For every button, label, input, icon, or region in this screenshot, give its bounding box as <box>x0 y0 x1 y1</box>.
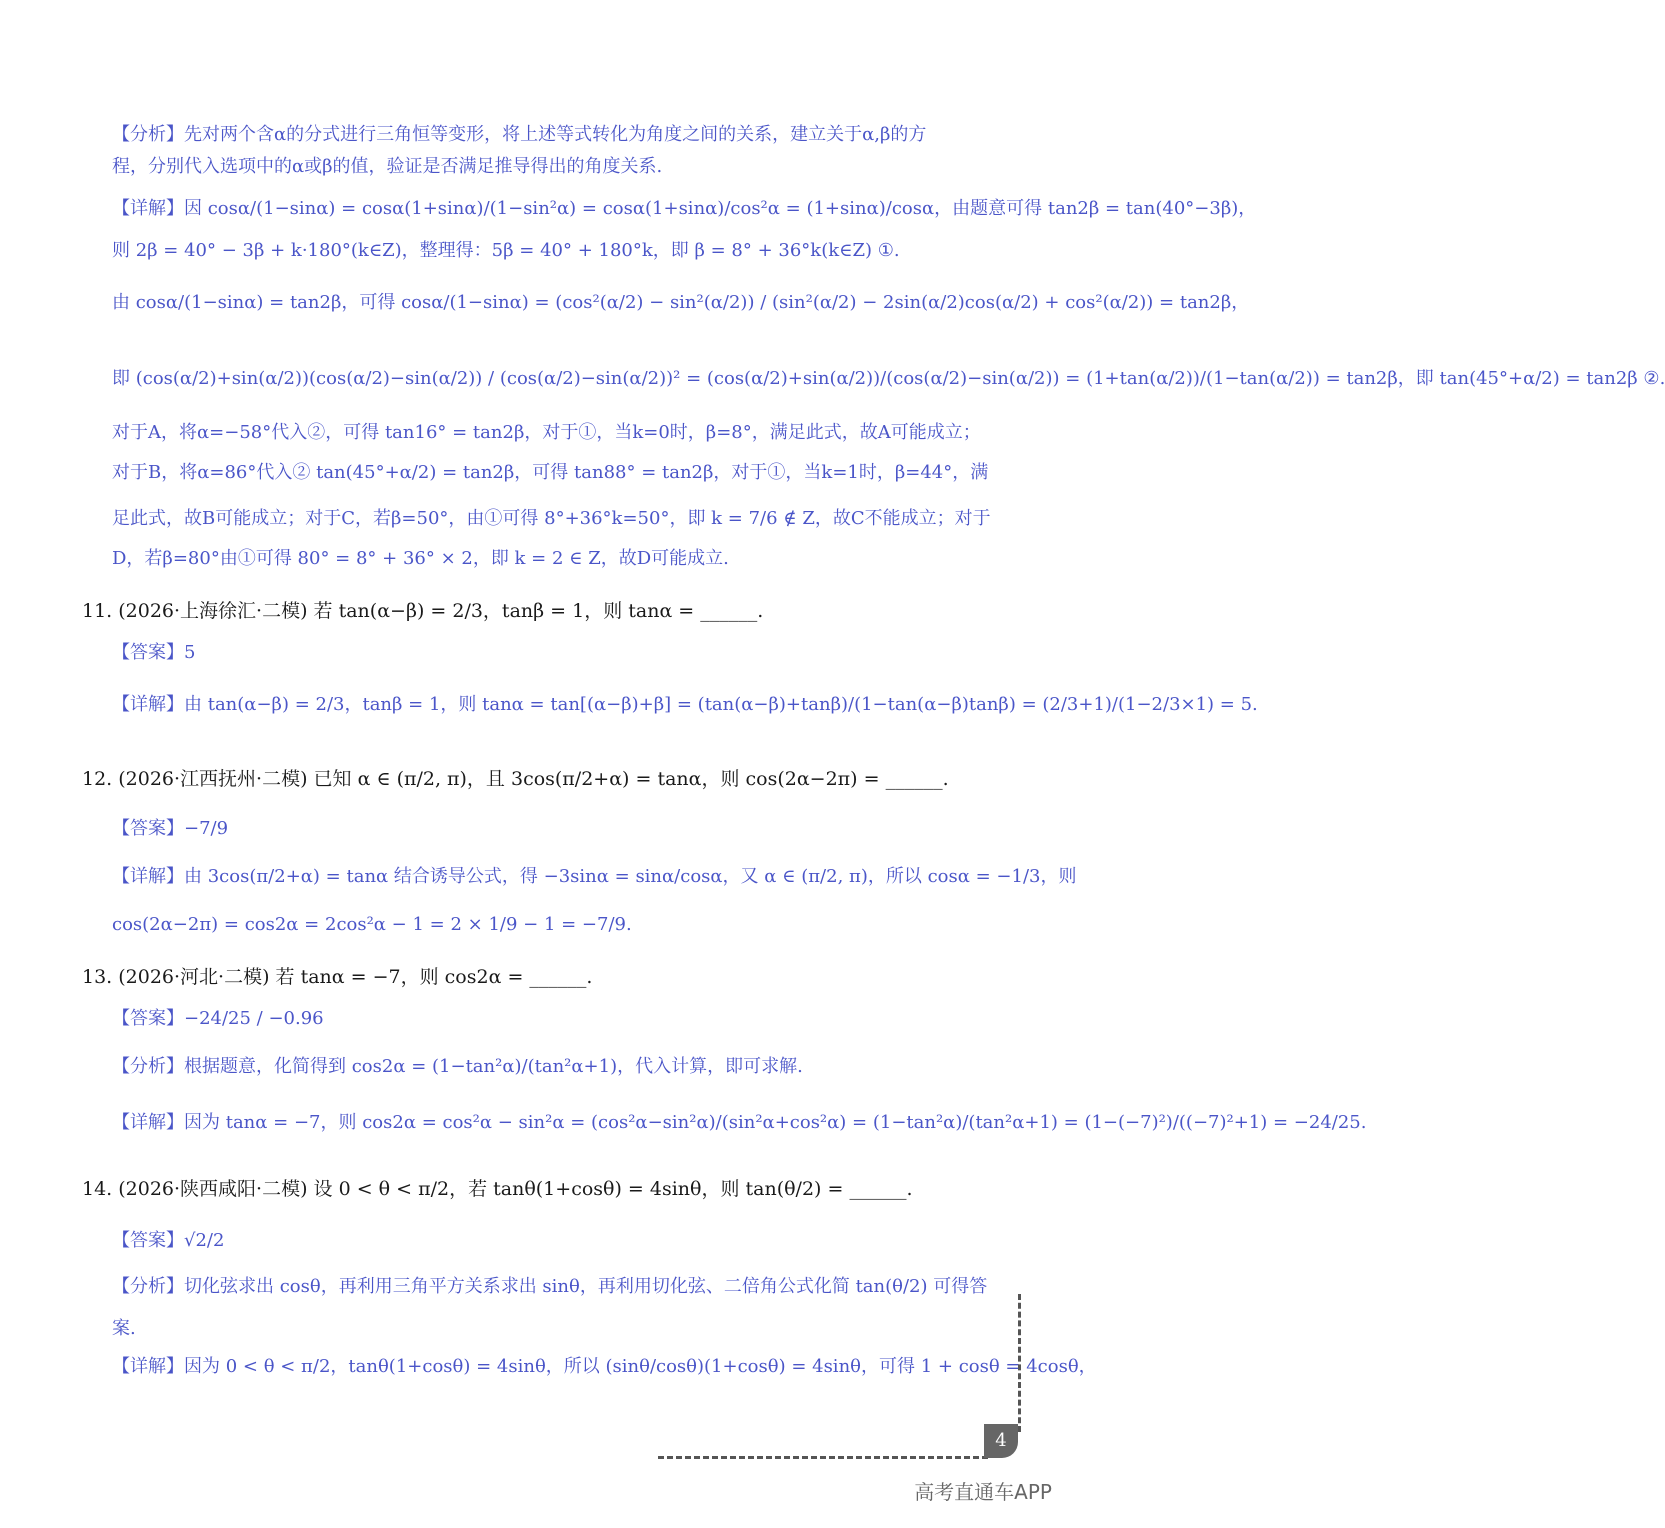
solution-line: 即 (cos(α/2)+sin(α/2))(cos(α/2)−sin(α/2)) / (cos(α/2)−sin(α/2))² = (cos(α/2)+sin(α/2))/(cos(α/2)−sin(α/2)) = (1+tan(α/2))/(1−tan(α/2)) = tan2β，即 tan(45°+α/2) = tan2β ②. <box>112 368 1665 389</box>
question-line: 14. (2026·陕西咸阳·二模) 设 0 < θ < π/2，若 tanθ(1+cosθ) = 4sinθ，则 tan(θ/2) = ______. <box>82 1178 913 1200</box>
solution-line: 【详解】因 cosα/(1−sinα) = cosα(1+sinα)/(1−sin²α) = cosα(1+sinα)/cos²α = (1+sinα)/cosα，由题意可得 tan2β = tan(40°−3β)， <box>112 198 1257 219</box>
solution-line: 【答案】5 <box>112 642 196 663</box>
question-line: 11. (2026·上海徐汇·二模) 若 tan(α−β) = 2/3，tanβ = 1，则 tanα = ______. <box>82 600 764 622</box>
solution-line: 【答案】−24/25 / −0.96 <box>112 1008 324 1029</box>
solution-line: 对于B，将α=86°代入② tan(45°+α/2) = tan2β，可得 tan88° = tan2β，对于①，当k=1时，β=44°，满 <box>112 462 989 483</box>
footer-dashed-border-horizontal <box>658 1456 988 1459</box>
solution-line: 【答案】√2/2 <box>112 1230 225 1251</box>
footer-dashed-border-vertical <box>1018 1294 1021 1432</box>
solution-line: 程，分别代入选项中的α或β的值，验证是否满足推导得出的角度关系. <box>112 156 663 177</box>
solution-line: D，若β=80°由①可得 80° = 8° + 36° × 2，即 k = 2 ∈ Z，故D可能成立. <box>112 548 729 569</box>
solution-line: cos(2α−2π) = cos2α = 2cos²α − 1 = 2 × 1/9 − 1 = −7/9. <box>112 914 632 935</box>
solution-line: 【分析】先对两个含α的分式进行三角恒等变形，将上述等式转化为角度之间的关系，建立关于α,β的方 <box>112 124 927 145</box>
solution-line: 【详解】因为 0 < θ < π/2，tanθ(1+cosθ) = 4sinθ，所以 (sinθ/cosθ)(1+cosθ) = 4sinθ，可得 1 + cosθ = 4cosθ， <box>112 1356 1097 1377</box>
solution-line: 【详解】因为 tanα = −7，则 cos2α = cos²α − sin²α = (cos²α−sin²α)/(sin²α+cos²α) = (1−tan²α)/(tan²α+1) = (1−(−7)²)/((−7)²+1) = −24/25. <box>112 1112 1367 1133</box>
solution-line: 足此式，故B可能成立；对于C，若β=50°，由①可得 8°+36°k=50°，即 k = 7/6 ∉ Z，故C不能成立；对于 <box>112 508 991 529</box>
question-line: 13. (2026·河北·二模) 若 tanα = −7，则 cos2α = ______. <box>82 966 593 988</box>
solution-line: 【答案】−7/9 <box>112 818 229 839</box>
solution-line: 【分析】切化弦求出 cosθ，再利用三角平方关系求出 sinθ，再利用切化弦、二倍角公式化简 tan(θ/2) 可得答 <box>112 1276 988 1297</box>
solution-line: 则 2β = 40° − 3β + k·180°(k∈Z)，整理得：5β = 40° + 180°k，即 β = 8° + 36°k(k∈Z) ①. <box>112 240 900 261</box>
solution-line: 【详解】由 3cos(π/2+α) = tanα 结合诱导公式，得 −3sinα = sinα/cosα，又 α ∈ (π/2, π)，所以 cosα = −1/3，则 <box>112 866 1077 887</box>
app-watermark: 高考直通车APP <box>914 1480 1052 1504</box>
solution-line: 【详解】由 tan(α−β) = 2/3，tanβ = 1，则 tanα = tan[(α−β)+β] = (tan(α−β)+tanβ)/(1−tan(α−β)tanβ) = (2/3+1)/(1−2/3×1) = 5. <box>112 694 1258 715</box>
solution-line: 由 cosα/(1−sinα) = tan2β，可得 cosα/(1−sinα) = (cos²(α/2) − sin²(α/2)) / (sin²(α/2) − 2sin(α/2)cos(α/2) + cos²(α/2)) = tan2β， <box>112 292 1250 313</box>
solution-line: 对于A，将α=−58°代入②，可得 tan16° = tan2β，对于①，当k=0时，β=8°，满足此式，故A可能成立； <box>112 422 981 443</box>
solution-line: 【分析】根据题意，化简得到 cos2α = (1−tan²α)/(tan²α+1)，代入计算，即可求解. <box>112 1056 803 1077</box>
page-number: 4 <box>984 1424 1018 1458</box>
solution-line: 案. <box>112 1318 136 1339</box>
question-line: 12. (2026·江西抚州·二模) 已知 α ∈ (π/2, π)，且 3cos(π/2+α) = tanα，则 cos(2α−2π) = ______. <box>82 768 949 790</box>
